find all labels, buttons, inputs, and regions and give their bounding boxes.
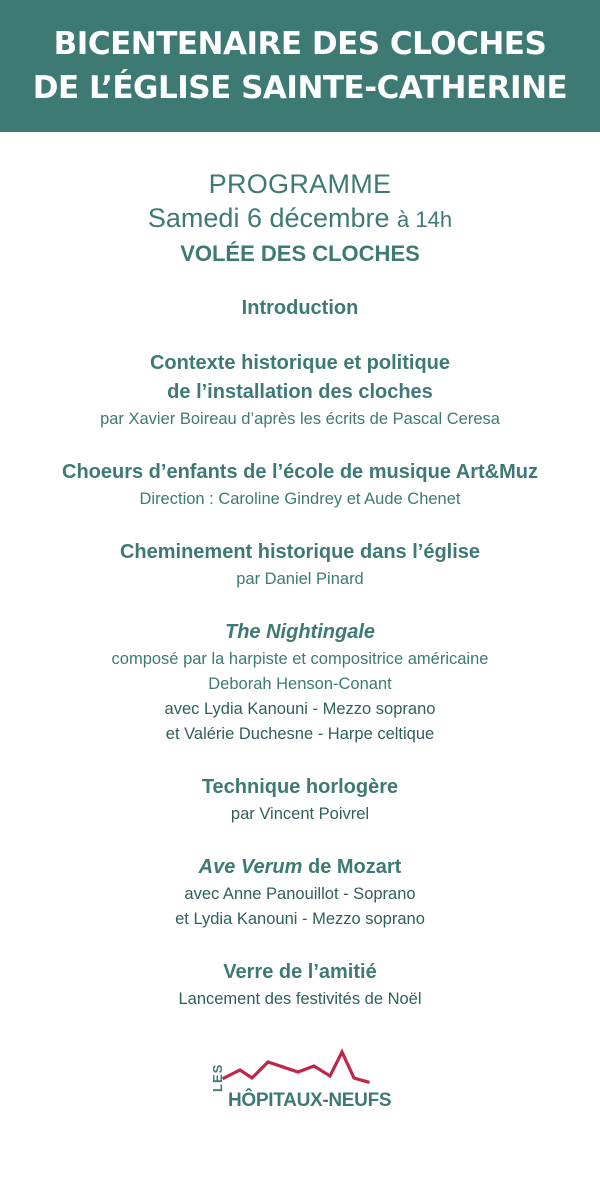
program-item-historical-context <box>0 349 600 432</box>
logo-name: HÔPITAUX-NEUFS <box>228 1090 392 1111</box>
item-detail: par Daniel Pinard <box>236 570 364 588</box>
item-detail-line-2: et Lydia Kanouni - Mezzo soprano <box>175 910 425 928</box>
header-banner <box>0 0 600 132</box>
item-detail: par Vincent Poivrel <box>230 805 370 823</box>
mountain-mark-icon <box>210 1036 390 1096</box>
item-detail-line-3: avec Lydia Kanouni - Mezzo soprano <box>164 700 436 718</box>
item-title: Introduction <box>241 297 359 319</box>
item-title-italic: Ave Verum <box>198 856 303 878</box>
item-title: Cheminement historique dans l’église <box>119 541 481 563</box>
item-title-line-1: Contexte historique et politique <box>149 352 450 374</box>
town-logo <box>210 1036 390 1116</box>
item-detail-line-2: Deborah Henson-Conant <box>208 675 392 693</box>
program-content <box>0 168 600 1116</box>
item-title: Verre de l’amitié <box>223 961 377 983</box>
program-date-text: Samedi 6 décembre <box>147 203 390 233</box>
program-item-children-choir <box>0 458 600 512</box>
program-item-ave-verum <box>0 853 600 932</box>
item-title-rest: de Mozart <box>302 856 402 878</box>
item-detail-line-1: avec Anne Panouillot - Soprano <box>184 885 416 903</box>
item-detail: par Xavier Boireau d’après les écrits de Pascal Ceresa <box>100 410 500 428</box>
item-title <box>0 853 600 882</box>
item-title-italic: The Nightingale <box>225 621 375 643</box>
item-title: Technique horlogère <box>201 776 399 798</box>
item-detail-line-4: et Valérie Duchesne - Harpe celtique <box>165 725 435 743</box>
logo-prefix: LES <box>210 1063 225 1092</box>
program-time: à 14h <box>397 207 453 232</box>
main-event: VOLÉE DES CLOCHES <box>180 241 420 266</box>
program-item-nightingale <box>0 618 600 747</box>
header-title-line-2: DE L’ÉGLISE SAINTE-CATHERINE <box>32 70 568 106</box>
program-item-church-walk <box>0 538 600 592</box>
program-item-introduction <box>0 294 600 323</box>
item-title: Choeurs d’enfants de l’école de musique Art&Muz <box>62 461 538 483</box>
item-detail-line-1: composé par la harpiste et compositrice américaine <box>111 650 489 668</box>
item-detail: Direction : Caroline Gindrey et Aude Chenet <box>139 490 461 508</box>
program-item-clockmaking <box>0 773 600 827</box>
program-heading: PROGRAMME <box>208 169 392 199</box>
program-date <box>0 200 600 238</box>
item-detail: Lancement des festivités de Noël <box>178 990 422 1008</box>
item-title <box>0 618 600 647</box>
item-title-line-2: de l’installation des cloches <box>167 381 433 403</box>
header-title-line-1: BICENTENAIRE DES CLOCHES <box>53 26 547 62</box>
program-item-friendship-drink <box>0 958 600 1012</box>
